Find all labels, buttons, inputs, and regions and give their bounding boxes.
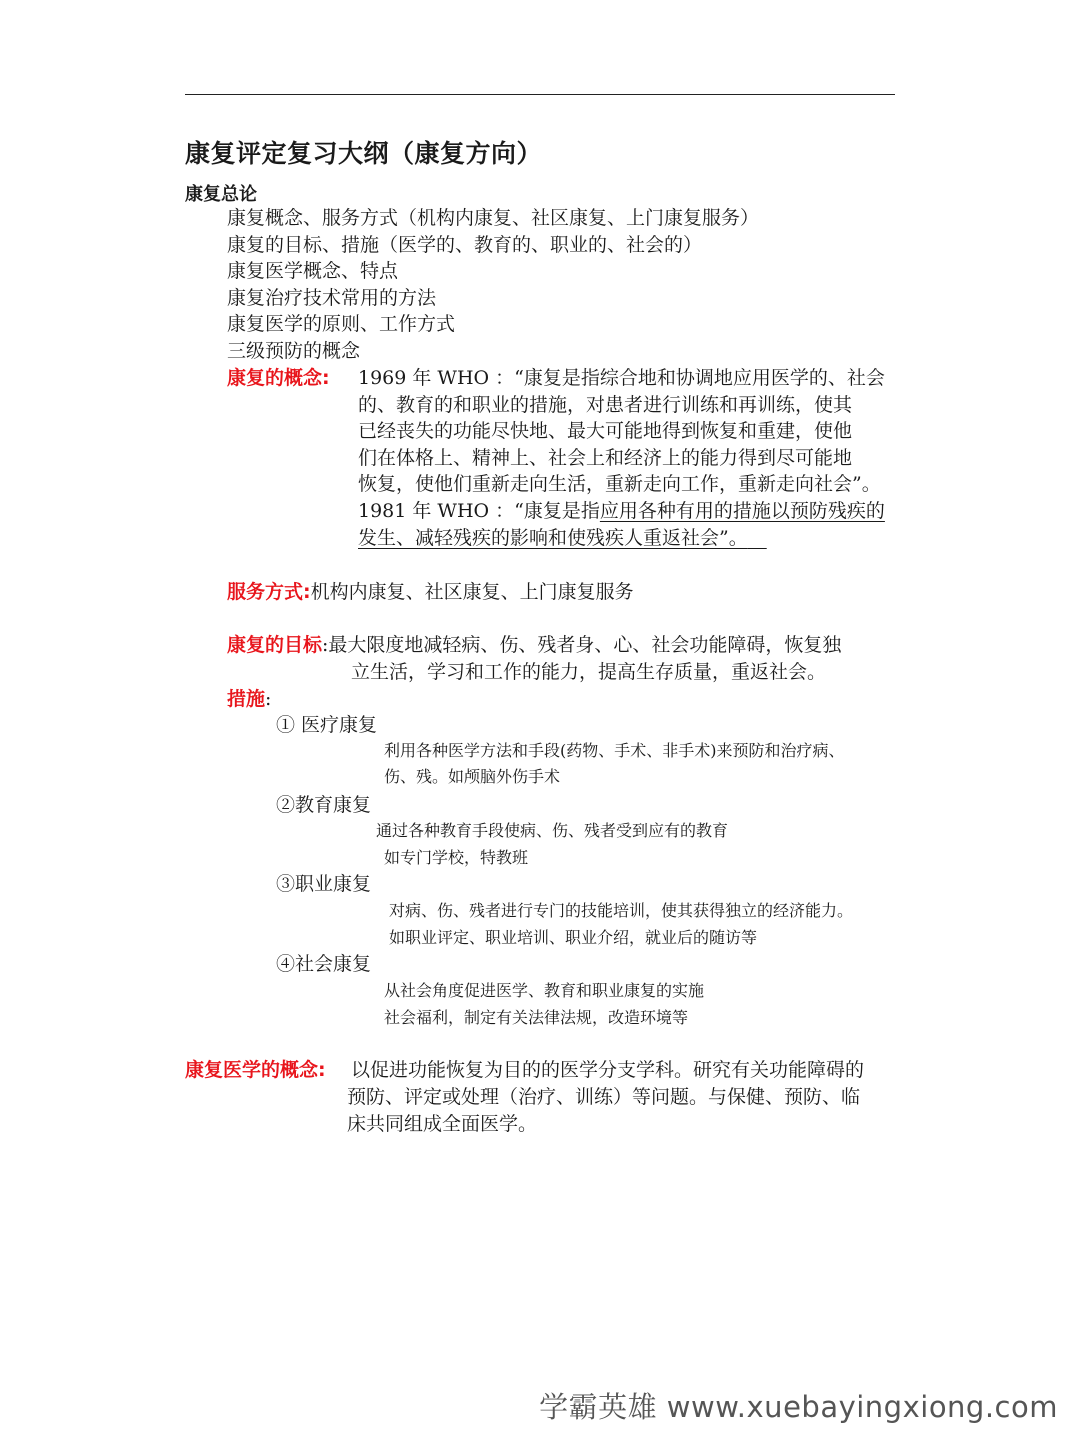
underline-tail — [748, 527, 767, 549]
concept-1981-prefix: 1981 年 WHO ：“康复是指 — [358, 499, 600, 522]
measure-heading-vocational: ③职业康复 — [276, 873, 372, 895]
medicine-line3: 床共同组成全面医学。 — [347, 1113, 538, 1135]
concept-line: 恢复，使他们重新走向生活，重新走向工作，重新走向社会”。 — [358, 473, 881, 496]
concept-line: 1969 年 WHO ：“康复是指综合地和协调地应用医学的、社会 — [358, 367, 885, 389]
measure-desc: 利用各种医学方法和手段(药物、手术、非手术)来预防和治疗病、 — [384, 741, 845, 760]
goal-colon: : — [322, 634, 329, 656]
concept-definition — [358, 365, 885, 551]
outline-item: 康复的目标、措施（医学的、教育的、职业的、社会的） — [227, 233, 703, 256]
medicine-line1: 以促进功能恢复为目的的医学分支学科。研究有关功能障碍的 — [351, 1059, 865, 1081]
measure-heading-education: ②教育康复 — [276, 794, 372, 816]
concept-line-1981-cont — [358, 525, 885, 552]
concept-label: 康复的概念: — [227, 367, 330, 389]
measure-desc: 如专门学校，特教班 — [384, 848, 529, 867]
service-row — [227, 579, 634, 606]
goal-row — [227, 632, 841, 659]
section-heading: 康复总论 — [185, 184, 257, 205]
header-rule — [185, 94, 895, 95]
concept-line: 的、教育的和职业的措施，对患者进行训练和再训练，使其 — [358, 393, 853, 416]
medicine-label: 康复医学的概念: — [185, 1059, 326, 1081]
outline-item: 康复治疗技术常用的方法 — [227, 286, 437, 309]
medicine-line2: 预防、评定或处理（治疗、训练）等问题。与保健、预防、临 — [347, 1086, 861, 1108]
goal-line2: 立生活，学习和工作的能力，提高生存质量，重返社会。 — [351, 661, 827, 683]
service-text: 机构内康复、社区康复、上门康复服务 — [310, 581, 634, 603]
measure-desc: 伤、残。如颅脑外伤手术 — [384, 767, 561, 786]
outline-list — [227, 205, 759, 365]
measure-desc: 从社会角度促进医学、教育和职业康复的实施 — [384, 981, 705, 1000]
measures-row — [227, 686, 271, 713]
concept-line: 已经丧失的功能尽快地、最大可能地得到恢复和重建，使他 — [358, 420, 853, 443]
page-title: 康复评定复习大纲（康复方向） — [185, 139, 543, 168]
measures-colon: : — [265, 688, 272, 710]
concept-1981-underlined-cont: 发生、减轻残疾的影响和使残疾人重返社会”。 — [358, 526, 748, 549]
concept-1981-underlined: 应用各种有用的措施以预防残疾的 — [599, 499, 885, 522]
measure-heading-social: ④社会康复 — [276, 953, 372, 975]
outline-item: 三级预防的概念 — [227, 339, 361, 362]
site-watermark: 学霸英雄 www.xuebayingxiong.com — [539, 1390, 1058, 1424]
concept-line-1981 — [358, 498, 885, 525]
outline-item: 康复医学的原则、工作方式 — [227, 313, 456, 336]
measure-desc: 社会福利，制定有关法律法规，改造环境等 — [384, 1008, 689, 1027]
medicine-row — [185, 1057, 326, 1084]
measure-heading-medical: ① 医疗康复 — [276, 714, 378, 736]
goal-label: 康复的目标 — [227, 634, 323, 656]
outline-item: 康复医学概念、特点 — [227, 260, 399, 283]
measures-label: 措施 — [227, 688, 266, 710]
goal-line1: 最大限度地减轻病、伤、残者身、心、社会功能障碍，恢复独 — [328, 634, 842, 656]
measure-desc: 通过各种教育手段使病、伤、残者受到应有的教育 — [376, 821, 729, 840]
outline-item: 康复概念、服务方式（机构内康复、社区康复、上门康复服务） — [227, 207, 760, 229]
concept-line: 们在体格上、精神上、社会上和经济上的能力得到尽可能地 — [358, 446, 853, 469]
measure-desc: 如职业评定、职业培训、职业介绍，就业后的随访等 — [389, 928, 758, 947]
measure-desc: 对病、伤、残者进行专门的技能培训，使其获得独立的经济能力。 — [389, 901, 854, 920]
service-label: 服务方式: — [227, 581, 311, 603]
